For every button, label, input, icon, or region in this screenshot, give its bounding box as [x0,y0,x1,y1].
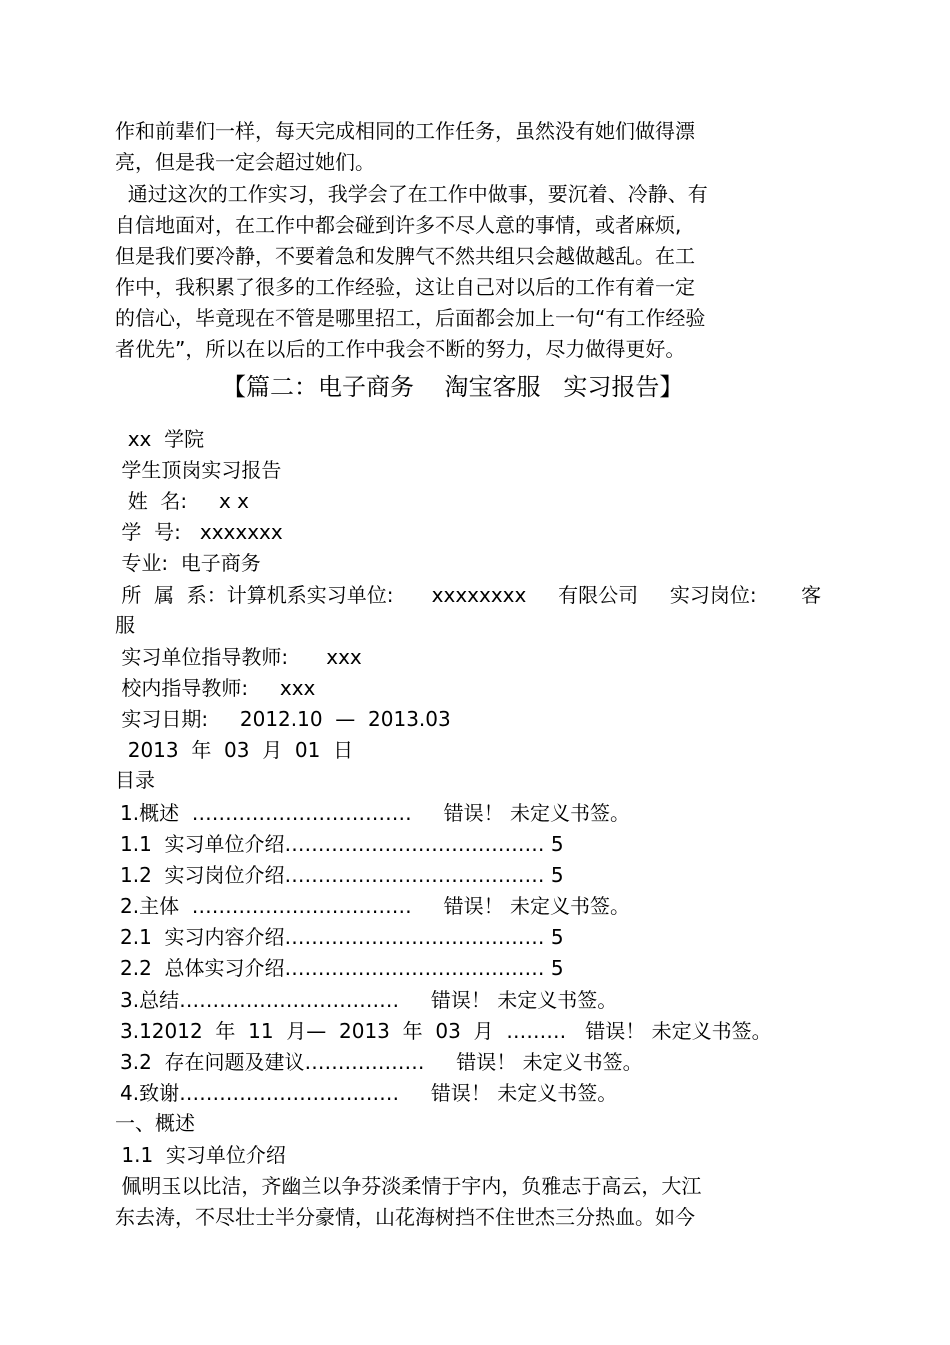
paragraph-line: 通过这次的工作实习，我学会了在工作中做事，要沉着、冷静、有 [115,182,708,206]
student-id: 学 号: xxxxxxx [115,520,283,544]
paragraph-line: 的信心，毕竟现在不管是哪里招工，后面都会加上一句“有工作经验 [115,306,706,330]
toc-entry[interactable]: 3.2 存在问题及建议……………… 错误！ 未定义书签。 [120,1050,643,1074]
department-line-wrap: 服 [115,613,135,637]
toc-entry[interactable]: 3.总结…………………………… 错误！ 未定义书签。 [120,988,618,1012]
paragraph-line: 作和前辈们一样，每天完成相同的工作任务，虽然没有她们做得漂 [115,119,695,143]
subsection-heading: 1.1 实习单位介绍 [115,1143,286,1167]
paragraph-line: 东去涛，不尽壮士半分豪情，山花海树挡不住世杰三分热血。如今 [115,1205,695,1229]
toc-entry[interactable]: 1.2 实习岗位介绍………………………………… 5 [120,863,564,887]
department-line: 所 属 系：计算机系实习单位: xxxxxxxx 有限公司 实习岗位: 客 [115,583,822,607]
student-name: 姓 名: x x [115,489,249,513]
toc-entry[interactable]: 4.致谢…………………………… 错误！ 未定义书签。 [120,1081,618,1105]
toc-entry[interactable]: 1.概述 …………………………… 错误！ 未定义书签。 [120,801,630,825]
school-name: xx 学院 [115,427,205,451]
toc-entry[interactable]: 1.1 实习单位介绍………………………………… 5 [120,832,564,856]
paragraph-line: 者优先”，所以在以后的工作中我会不断的努力，尽力做得更好。 [115,337,686,361]
unit-advisor: 实习单位指导教师: xxx [115,645,362,669]
toc-title: 目录 [115,768,155,792]
toc-entry[interactable]: 2.主体 …………………………… 错误！ 未定义书签。 [120,894,630,918]
report-date: 2013 年 03 月 01 日 [115,738,354,762]
paragraph-line: 但是我们要冷静，不要着急和发脾气不然共组只会越做越乱。在工 [115,244,695,268]
section-title: 【篇二：电子商务 淘宝客服 实习报告】 [222,373,684,401]
toc-entry[interactable]: 2.2 总体实习介绍………………………………… 5 [120,956,564,980]
report-title: 学生顶岗实习报告 [115,458,282,482]
paragraph-line: 作中，我积累了很多的工作经验，这让自己对以后的工作有着一定 [115,275,695,299]
paragraph-line: 自信地面对，在工作中都会碰到许多不尽人意的事情，或者麻烦, [115,213,682,237]
chapter-heading: 一、概述 [115,1111,195,1135]
paragraph-line: 亮，但是我一定会超过她们。 [115,150,375,174]
toc-entry[interactable]: 3.12012 年 11 月— 2013 年 03 月 ……… 错误！ 未定义书签。 [120,1019,772,1043]
major: 专业: 电子商务 [115,551,261,575]
school-advisor: 校内指导教师: xxx [115,676,316,700]
paragraph-line: 佩明玉以比洁，齐幽兰以争芬淡柔情于宇内，负雅志于高云，大江 [115,1174,702,1198]
toc-entry[interactable]: 2.1 实习内容介绍………………………………… 5 [120,925,564,949]
internship-period: 实习日期: 2012.10 — 2013.03 [115,707,451,731]
